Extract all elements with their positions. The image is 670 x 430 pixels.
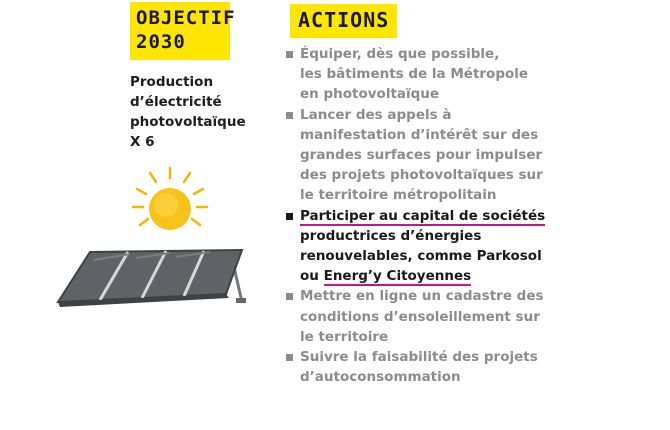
objective-tag: [130, 2, 236, 60]
bullet-square-icon: [286, 112, 293, 119]
action-line: conditions d’ensoleillement sur: [300, 308, 540, 325]
action-line: les bâtiments de la Métropole: [300, 66, 529, 83]
action-line: en photovoltaïque: [300, 86, 440, 103]
action-line: productrices d’énergies: [300, 227, 482, 244]
action-item: [286, 44, 666, 105]
bullet-square-icon: [286, 213, 293, 220]
action-line: le territoire: [300, 328, 389, 345]
action-line: grandes surfaces pour impulser: [300, 147, 543, 164]
underlined-text: Participer au capital de sociétés: [300, 207, 546, 224]
action-item: [286, 347, 666, 387]
action-line: Équiper, dès que possible,: [300, 46, 500, 62]
action-line: renouvelables, comme Parkosol: [300, 248, 542, 265]
action-line: [300, 206, 666, 226]
action-item: [286, 286, 666, 347]
action-line: manifestation d’intérêt sur des: [300, 126, 539, 143]
objective-text: [130, 72, 270, 152]
objective-tag-line: OBJECTIF: [136, 7, 236, 29]
bullet-square-icon: [286, 354, 293, 361]
objective-text-line: X 6: [130, 134, 155, 150]
action-line: [300, 266, 666, 286]
action-line: Lancer des appels à: [300, 106, 452, 123]
action-line: Suivre la faisabilité des projets: [300, 349, 538, 366]
bullet-square-icon: [286, 51, 293, 58]
action-item: [286, 105, 666, 206]
actions-tag: ACTIONS: [290, 4, 397, 38]
action-line: des projets photovoltaïques sur: [300, 167, 543, 184]
objective-tag-line: 2030: [136, 31, 186, 53]
action-line: d’autoconsommation: [300, 369, 461, 386]
sun-icon: [125, 165, 215, 240]
objective-text-line: photovoltaïque: [130, 114, 246, 130]
actions-list: [286, 44, 666, 387]
action-item-highlighted: [286, 206, 666, 287]
solar-panel-icon: [50, 232, 250, 332]
objective-text-line: Production: [130, 74, 214, 90]
objective-text-line: d’électricité: [130, 94, 222, 110]
action-line: le territoire métropolitain: [300, 187, 497, 204]
bullet-square-icon: [286, 293, 293, 300]
underlined-text: Energ’y Citoyennes: [323, 268, 472, 285]
action-line: Mettre en ligne un cadastre des: [300, 288, 544, 305]
action-line-prefix: ou: [300, 268, 319, 285]
